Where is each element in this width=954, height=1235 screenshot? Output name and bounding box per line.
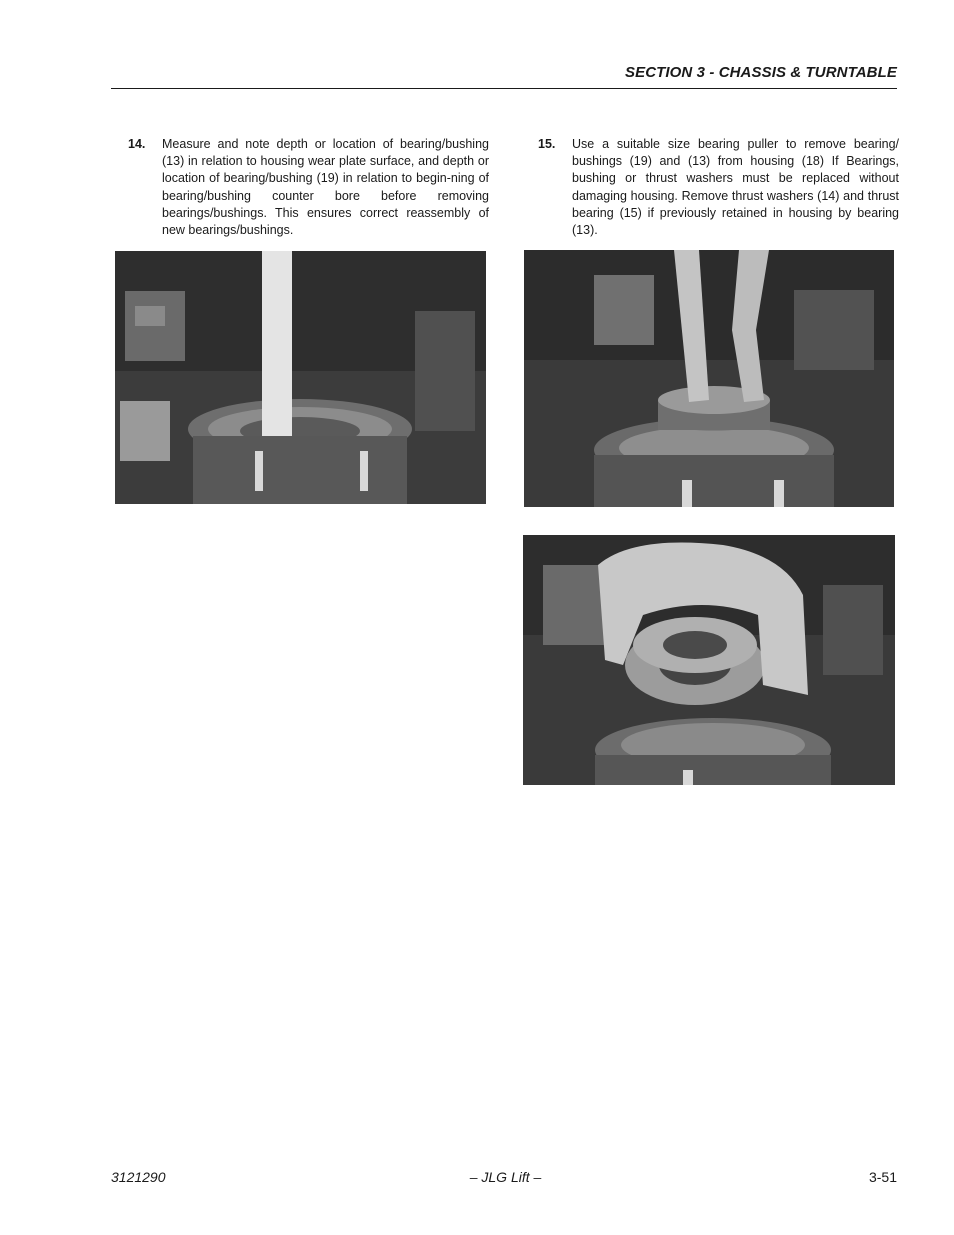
- photo-bearing-puller: [524, 250, 894, 507]
- photo-thrust-washers: [523, 535, 895, 785]
- step-14: [128, 136, 490, 241]
- step-number: 14.: [128, 137, 146, 151]
- step-text: Measure and note depth or location of bearing/bushing (13) in relation to housing wear plate surface, and depth or location of bearing/bushing (19) in relation to begin-ning of bearing/bushing counter bore before removing bearings/bushings. This ensures correct reassembly of new bearings/bushings.: [162, 137, 489, 238]
- step-number: 15.: [538, 137, 556, 151]
- photo-measure-bearing-depth: [115, 251, 486, 504]
- footer-publisher: – JLG Lift –: [469, 1169, 542, 1185]
- step-15: [538, 136, 900, 241]
- section-title: SECTION 3 - CHASSIS & TURNTABLE: [624, 64, 897, 81]
- step-text: Use a suitable size bearing puller to remove bearing/ bushings (19) and (13) from housing (18) If Bearings, bushing or thrust washers must be replaced without damaging housing. Remove thrust washers (14) and thrust bearing (15) if previously retained in housing by bearing (13).: [572, 137, 899, 238]
- doc-number: 3121290: [111, 1169, 166, 1185]
- page-number: 3-51: [868, 1169, 897, 1185]
- header-rule: [111, 88, 897, 89]
